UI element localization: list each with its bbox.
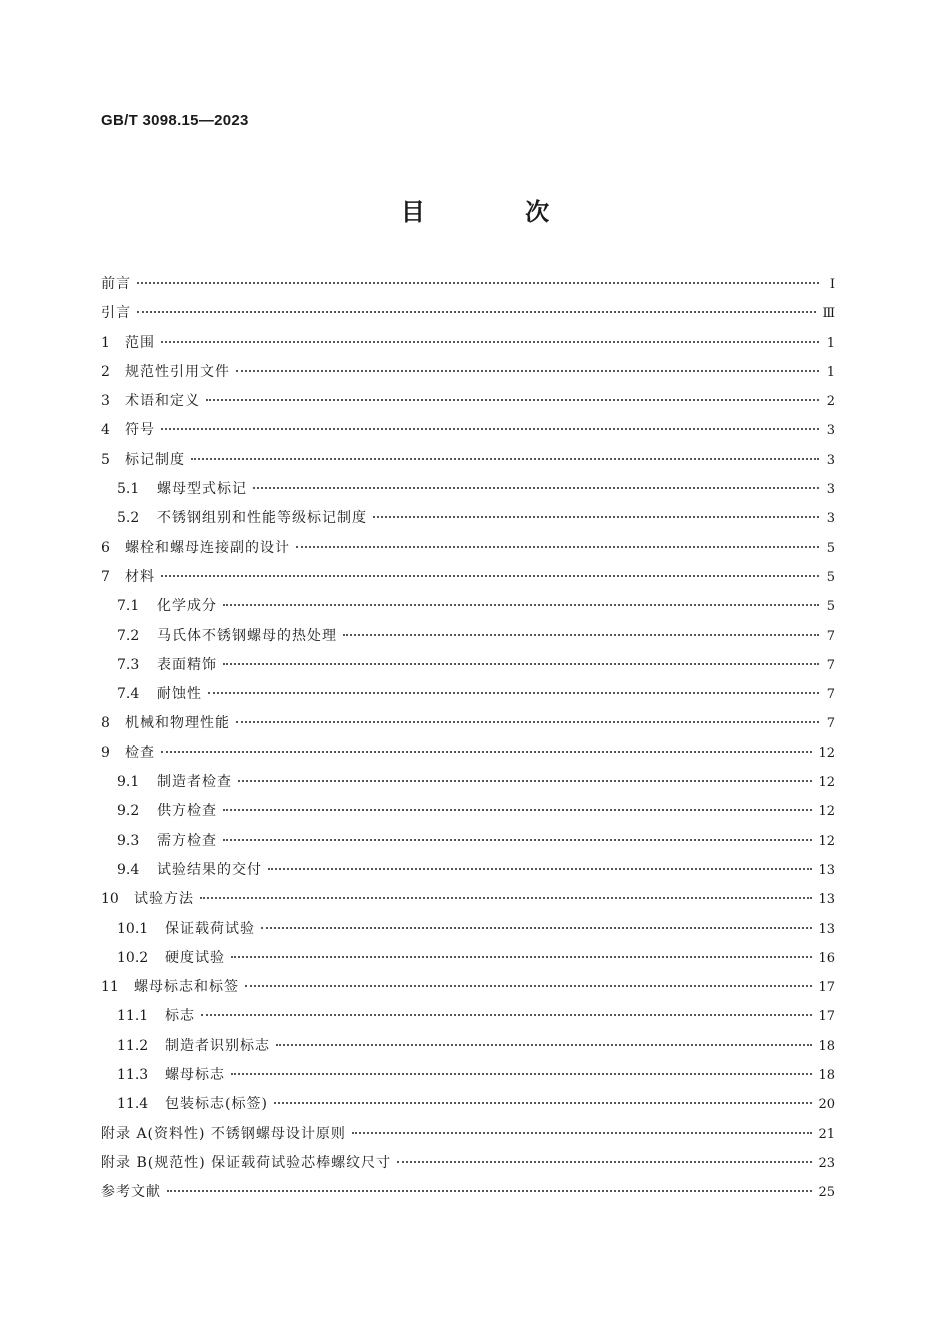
toc-entry-number: 1	[101, 334, 110, 351]
toc-entry[interactable]	[101, 885, 835, 914]
toc-page-number: 3	[826, 423, 835, 439]
toc-page-number: 5	[826, 569, 835, 585]
toc-leader	[236, 721, 819, 723]
toc-entry-title: 范围	[125, 334, 155, 351]
toc-page-number: 18	[818, 1038, 835, 1054]
toc-entry[interactable]	[101, 504, 835, 533]
toc-entry-title: 参考文献	[101, 1184, 161, 1201]
toc-entry-number: 8	[101, 715, 110, 732]
toc-entry[interactable]	[101, 592, 835, 621]
toc-entry-number: 9.2	[117, 803, 140, 820]
toc-entry-title: 表面精饰	[157, 656, 217, 673]
toc-entry-title: 化学成分	[157, 598, 217, 615]
toc-entry-number: 10	[101, 891, 119, 908]
toc-entry[interactable]	[101, 1002, 835, 1031]
toc-entry-title: 马氏体不锈钢螺母的热处理	[157, 627, 337, 644]
toc-leader	[208, 692, 819, 694]
toc-page-number: 20	[818, 1097, 835, 1113]
toc-entry[interactable]	[101, 739, 835, 768]
toc-leader	[161, 428, 819, 430]
toc-page-number: Ⅲ	[822, 306, 835, 322]
toc-entry[interactable]	[101, 1149, 835, 1178]
toc-leader	[206, 399, 819, 401]
toc-leader	[373, 516, 819, 518]
toc-leader	[137, 311, 816, 313]
toc-entry-title: 不锈钢组别和性能等级标记制度	[157, 510, 367, 527]
toc-leader	[268, 868, 812, 870]
toc-entry[interactable]	[101, 358, 835, 387]
toc-entry-number: 5.2	[117, 510, 140, 527]
toc-leader	[231, 1073, 812, 1075]
toc-page-number: 1	[826, 364, 835, 380]
toc-entry-title: 标记制度	[125, 451, 185, 468]
toc-entry[interactable]	[101, 1061, 835, 1090]
toc-page-number: 13	[818, 921, 835, 937]
toc-entry-title: 术语和定义	[125, 393, 200, 410]
toc-leader	[223, 604, 819, 606]
toc-page-number: 7	[826, 628, 835, 644]
toc-entry-title: 引言	[101, 305, 131, 322]
toc-entry-number: 4	[101, 422, 110, 439]
toc-entry[interactable]	[101, 299, 835, 328]
toc-leader	[161, 751, 812, 753]
toc-entry-title: 试验结果的交付	[157, 861, 262, 878]
toc-entry-number: 7.2	[117, 627, 140, 644]
toc-leader	[161, 575, 819, 577]
toc-leader	[236, 370, 819, 372]
toc-leader	[201, 1014, 812, 1016]
toc-entry-number: 6	[101, 539, 110, 556]
toc-entry[interactable]	[101, 329, 835, 358]
toc-entry-title: 制造者检查	[157, 774, 232, 791]
toc-entry-number: 7	[101, 568, 110, 585]
toc-entry[interactable]	[101, 1090, 835, 1119]
toc-leader	[397, 1161, 812, 1163]
toc-entry-number: 10.1	[117, 920, 149, 937]
toc-leader	[343, 634, 819, 636]
toc-page-number: 12	[818, 745, 835, 761]
toc-page-number: 17	[818, 980, 835, 996]
toc-entry-title: 规范性引用文件	[125, 363, 230, 380]
toc-entry-title: 试验方法	[134, 891, 194, 908]
toc-entry-title: 符号	[125, 422, 155, 439]
toc-entry[interactable]	[101, 915, 835, 944]
toc-entry-number: 11.3	[117, 1067, 149, 1084]
toc-entry-title: 附录 B(规范性) 保证载荷试验芯棒螺纹尺寸	[101, 1154, 392, 1171]
toc-entry[interactable]	[101, 563, 835, 592]
toc-entry[interactable]	[101, 446, 835, 475]
toc-leader	[137, 282, 819, 284]
toc-page-number: 21	[818, 1126, 835, 1142]
toc-leader	[223, 809, 812, 811]
toc-entry[interactable]	[101, 622, 835, 651]
toc-entry-number: 10.2	[117, 949, 149, 966]
toc-entry[interactable]	[101, 709, 835, 738]
toc-entry[interactable]	[101, 387, 835, 416]
toc-entry[interactable]	[101, 1120, 835, 1149]
toc-entry-number: 11.4	[117, 1096, 149, 1113]
toc-entry[interactable]	[101, 944, 835, 973]
toc-page-number: 7	[826, 716, 835, 732]
toc-entry[interactable]	[101, 680, 835, 709]
toc-entry-title: 螺栓和螺母连接副的设计	[125, 539, 290, 556]
standard-number: GB/T 3098.15—2023	[101, 112, 249, 129]
toc-page-number: 12	[818, 833, 835, 849]
toc-page-number: 3	[826, 482, 835, 498]
toc-entry-number: 9.4	[117, 861, 140, 878]
toc-entry-number: 2	[101, 363, 110, 380]
toc-entry-title: 前言	[101, 276, 131, 292]
toc-page-number: 5	[826, 599, 835, 615]
toc-entry-number: 7.1	[117, 598, 140, 615]
toc-leader	[245, 985, 812, 987]
toc-page-number: 17	[818, 1009, 835, 1025]
toc-entry[interactable]	[101, 797, 835, 826]
toc-leader	[161, 341, 819, 343]
toc-entry-number: 11	[101, 979, 119, 996]
toc-entry-number: 9	[101, 744, 110, 761]
toc-page-number: Ⅰ	[829, 277, 835, 292]
toc-leader	[167, 1190, 812, 1192]
toc-entry-title: 机械和物理性能	[125, 715, 230, 732]
toc-page-number: 13	[818, 862, 835, 878]
toc-entry-title: 包装标志(标签)	[165, 1096, 268, 1113]
toc-entry-title: 螺母型式标记	[157, 481, 247, 498]
toc-entry-title: 硬度试验	[165, 949, 225, 966]
toc-page-number: 7	[826, 687, 835, 703]
toc-leader	[200, 897, 812, 899]
toc-leader	[261, 927, 812, 929]
toc-entry[interactable]	[101, 475, 835, 504]
toc-entry[interactable]	[101, 270, 835, 299]
toc-entry-title: 需方检查	[157, 832, 217, 849]
toc-entry-title: 标志	[165, 1008, 195, 1025]
toc-page-number: 16	[818, 950, 835, 966]
toc-page-number: 23	[818, 1155, 835, 1171]
toc-leader	[238, 780, 812, 782]
toc-page-number: 3	[826, 452, 835, 468]
toc-title: 目 次	[400, 197, 596, 226]
toc-entry[interactable]	[101, 416, 835, 445]
toc-entry-title: 制造者识别标志	[165, 1037, 270, 1054]
toc-page-number: 3	[826, 511, 835, 527]
toc-leader	[276, 1044, 812, 1046]
toc-entry-title: 检查	[125, 744, 155, 761]
toc-entry-number: 5.1	[117, 481, 140, 498]
toc-entry-number: 3	[101, 393, 110, 410]
toc-leader	[223, 663, 819, 665]
toc-entry[interactable]	[101, 651, 835, 680]
toc-entry-number: 11.1	[117, 1008, 149, 1025]
toc-page-number: 2	[826, 394, 835, 410]
toc-page-number: 1	[826, 335, 835, 351]
toc-entry-number: 7.4	[117, 686, 140, 703]
toc-leader	[296, 546, 819, 548]
toc-entry-title: 耐蚀性	[157, 686, 202, 703]
toc-page-number: 13	[818, 892, 835, 908]
toc-entry-number: 9.1	[117, 774, 140, 791]
toc-entry-title: 供方检查	[157, 803, 217, 820]
toc-entry-number: 5	[101, 451, 110, 468]
toc-page-number: 18	[818, 1068, 835, 1084]
toc-leader	[223, 839, 812, 841]
toc-page-number: 5	[826, 540, 835, 556]
toc-entry-number: 11.2	[117, 1037, 149, 1054]
toc-entry-title: 材料	[125, 568, 155, 585]
toc-entry-number: 9.3	[117, 832, 140, 849]
toc-entry[interactable]	[101, 534, 835, 563]
toc-leader	[231, 956, 812, 958]
toc-list	[101, 270, 835, 1208]
toc-entry[interactable]	[101, 1178, 835, 1207]
toc-page-number: 12	[818, 804, 835, 820]
toc-page-number: 12	[818, 775, 835, 791]
toc-entry-title: 保证载荷试验	[165, 920, 255, 937]
toc-entry[interactable]	[101, 768, 835, 797]
toc-leader	[352, 1132, 813, 1134]
toc-leader	[274, 1102, 813, 1104]
toc-page-number: 7	[826, 657, 835, 673]
toc-leader	[191, 458, 819, 460]
toc-leader	[253, 487, 819, 489]
toc-entry[interactable]	[101, 827, 835, 856]
toc-entry-title: 螺母标志和标签	[134, 979, 239, 996]
toc-entry[interactable]	[101, 1032, 835, 1061]
toc-entry-number: 7.3	[117, 656, 140, 673]
toc-entry-title: 螺母标志	[165, 1067, 225, 1084]
toc-entry[interactable]	[101, 856, 835, 885]
toc-page-number: 25	[818, 1185, 835, 1201]
toc-entry-title: 附录 A(资料性) 不锈钢螺母设计原则	[101, 1125, 346, 1142]
toc-entry[interactable]	[101, 973, 835, 1002]
